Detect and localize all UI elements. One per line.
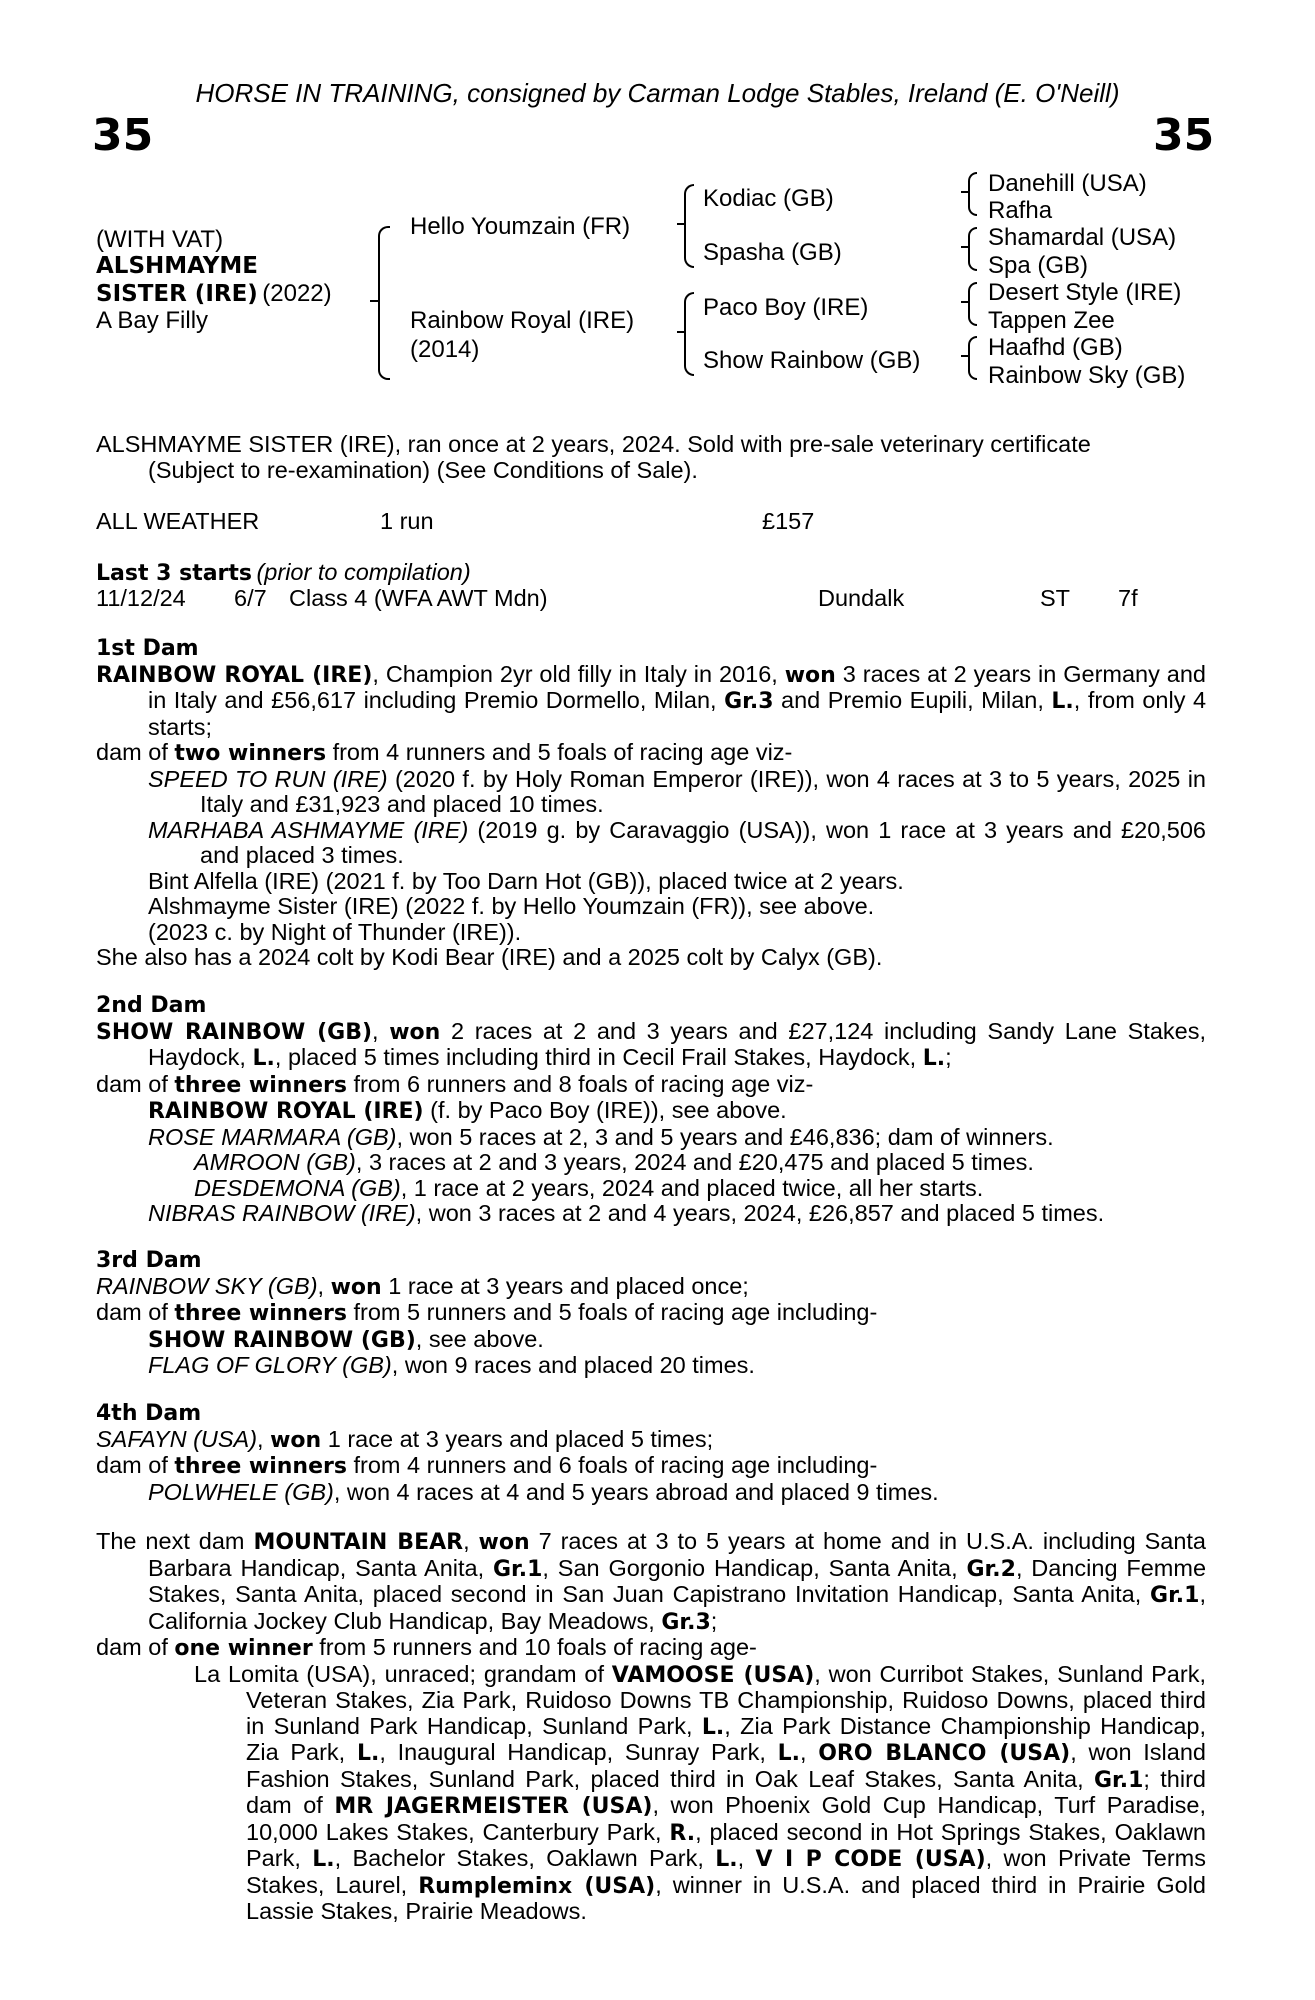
fourth-dam-section <box>96 1401 1206 1505</box>
t: , Champion 2yr old filly in Italy in 2016, <box>372 660 785 687</box>
winners-count: three winners <box>174 1301 347 1326</box>
third-dam-name: RAINBOW SKY (GB) <box>96 1272 318 1299</box>
intro-paragraph <box>96 432 1206 483</box>
t: ; third dam of <box>246 1765 1206 1818</box>
first-dam-section <box>96 636 1206 971</box>
produce-name: RAINBOW ROYAL (IRE) <box>148 1099 424 1124</box>
t: , 1 race at 2 years, 2024 and placed twice, all her starts. <box>400 1174 984 1201</box>
t: dam of <box>96 1299 175 1325</box>
sd-brace <box>968 227 977 271</box>
sire: Hello Youmzain (FR) <box>410 213 631 240</box>
sss: Danehill (USA) <box>988 170 1147 197</box>
listed-label: L. <box>312 1847 335 1872</box>
grade-label: Gr.3 <box>661 1609 711 1635</box>
sire-dam: Spasha (GB) <box>703 239 842 266</box>
t: ; <box>945 1044 952 1070</box>
produce-marhaba-ashmayme <box>96 818 1206 869</box>
second-dam-produce-summary <box>96 1072 1206 1099</box>
produce-show-rainbow <box>96 1327 1206 1354</box>
t: , <box>317 1272 331 1299</box>
dam-brace <box>684 292 694 376</box>
ds-brace <box>968 282 977 326</box>
produce-name: FLAG OF GLORY (GB) <box>148 1352 392 1378</box>
last-starts-note: (prior to compilation) <box>256 559 471 585</box>
winners-count: one winner <box>174 1636 313 1661</box>
t: , won 3 races at 2 and 4 years, 2024, £26,857 and placed 5 times. <box>415 1200 1105 1226</box>
produce-name: Rumpleminx (USA) <box>418 1873 656 1899</box>
t: from 6 runners and 8 foals of racing age viz- <box>346 1070 814 1097</box>
produce-speed-to-run <box>96 767 1206 818</box>
produce-polwhele <box>96 1480 1206 1506</box>
first-dam-record <box>96 662 1206 741</box>
second-dam-name: SHOW RAINBOW (GB) <box>96 1019 373 1045</box>
t: 1 race at 3 years and placed 5 times; <box>321 1425 714 1452</box>
vat-note: (WITH VAT) <box>96 226 224 253</box>
t: (2020 f. by Holy Roman Emperor (IRE)), won 4 races at 3 to 5 years, 2025 in Italy and £31,923 and placed 10 times. <box>200 765 1207 817</box>
fourth-dam-produce-summary <box>96 1453 1206 1480</box>
t: , won 4 races at 4 and 5 years abroad and placed 9 times. <box>333 1478 939 1505</box>
restricted-label: R. <box>669 1820 696 1846</box>
t: , from only 4 starts; <box>148 687 1207 740</box>
t: 2 races at 2 and 3 years and £27,124 including Sandy Lane Stakes, Haydock, <box>148 1017 1207 1070</box>
fourth-dam-name: SAFAYN (USA) <box>96 1425 258 1452</box>
t: , won Private Terms Stakes, Laurel, <box>246 1845 1206 1898</box>
ss-brace-tip <box>961 191 969 193</box>
t: , California Jockey Club Handicap, Bay Meadows, <box>148 1581 1206 1634</box>
produce-2023-colt: (2023 c. by Night of Thunder (IRE)). <box>148 918 522 945</box>
produce-name: SPEED TO RUN (IRE) <box>148 765 388 792</box>
main-brace <box>378 226 390 380</box>
t: , <box>463 1528 479 1554</box>
t: 1 race at 3 years and placed once; <box>381 1272 749 1299</box>
dam-year: (2014) <box>410 336 480 363</box>
next-dam-name: MOUNTAIN BEAR <box>253 1530 464 1555</box>
winners-count: three winners <box>174 1072 347 1098</box>
t: , won 5 races at 2, 3 and 5 years and £46,836; dam of winners. <box>396 1123 1054 1150</box>
main-brace-tip <box>370 300 378 302</box>
produce-name: DESDEMONA (GB) <box>194 1174 401 1201</box>
t: , <box>372 1017 390 1044</box>
ds-brace-tip <box>961 301 969 303</box>
foaling-year: (2022) <box>262 280 332 307</box>
fourth-dam-record <box>96 1427 1206 1454</box>
dam-brace-tip <box>677 331 685 333</box>
horse-name-line1: ALSHMAYME <box>96 253 259 279</box>
start-race: Class 4 (WFA AWT Mdn) <box>289 585 548 611</box>
t: and Premio Eupili, Milan, <box>773 687 1052 713</box>
horse-name-line2: SISTER (IRE) <box>96 281 258 307</box>
t: , won Phoenix Gold Cup Handicap, Turf Paradise, 10,000 Lakes Stakes, Canterbury Park, <box>246 1792 1206 1845</box>
ddd: Rainbow Sky (GB) <box>988 362 1186 389</box>
ss-brace <box>968 172 977 216</box>
produce-name: NIBRAS RAINBOW (IRE) <box>148 1200 416 1226</box>
t: (2019 g. by Caravaggio (USA)), won 1 race at 3 years and £20,506 and placed 3 times. <box>200 816 1206 868</box>
start-place: 6/7 <box>234 585 267 611</box>
t: ; <box>710 1607 718 1634</box>
t: , placed second in Hot Springs Stakes, Oaklawn Park, <box>246 1818 1206 1871</box>
t: from 4 runners and 5 foals of racing age viz- <box>326 739 793 765</box>
t: La Lomita (USA), unraced; grandam of <box>194 1660 612 1687</box>
t: from 5 runners and 5 foals of racing age including- <box>346 1299 878 1325</box>
won-label: won <box>784 662 836 688</box>
won-label: won <box>478 1530 530 1555</box>
grade-label: Gr.1 <box>1150 1583 1200 1608</box>
t: , Dancing Femme Stakes, Santa Anita, placed second in San Juan Capistrano Invitation Handicap, Santa Anita, <box>148 1554 1207 1607</box>
produce-la-lomita <box>96 1662 1206 1925</box>
produce-name: POLWHELE (GB) <box>148 1478 334 1505</box>
dd-brace-tip <box>961 355 969 357</box>
dam-dam: Show Rainbow (GB) <box>703 347 921 374</box>
t: dam of <box>96 1452 175 1478</box>
produce-name: MR JAGERMEISTER (USA) <box>334 1794 653 1819</box>
next-dam-produce-summary <box>96 1635 1206 1662</box>
listed-label: L. <box>777 1741 800 1766</box>
grade-label: Gr.1 <box>1093 1767 1144 1793</box>
listed-label: L. <box>252 1046 275 1071</box>
t: , won 9 races and placed 20 times. <box>391 1352 755 1378</box>
intro-line2: (Subject to re-examination) (See Conditions of Sale). <box>148 456 698 483</box>
lot-number-left: 35 <box>92 110 154 161</box>
fourth-dam-heading: 4th Dam <box>96 1401 202 1426</box>
start-date: 11/12/24 <box>96 585 186 611</box>
horse-description: A Bay Filly <box>96 307 209 334</box>
start-course: Dundalk <box>818 585 905 611</box>
produce-flag-of-glory <box>96 1353 1206 1379</box>
t: , won Island Fashion Stakes, Sunland Park, placed third in Oak Leaf Stakes, Santa Anita, <box>246 1739 1206 1792</box>
second-dam-record <box>96 1019 1206 1072</box>
t: , won Curribot Stakes, Sunland Park, Veteran Stakes, Zia Park, Ruidoso Downs TB Championship, Ruidoso Downs, placed third in Sunland Park Handicap, Sunland Park, <box>246 1660 1206 1739</box>
t: 7 races at 3 to 5 years at home and in U.S.A. including Santa Barbara Handicap, Santa Anita, <box>148 1528 1206 1581</box>
last-starts-heading: Last 3 starts <box>96 561 253 586</box>
produce-rainbow-royal <box>96 1098 1206 1125</box>
first-dam-name: RAINBOW ROYAL (IRE) <box>96 662 373 688</box>
produce-name: V I P CODE (USA) <box>755 1847 986 1872</box>
produce-name: AMROON (GB) <box>194 1149 356 1175</box>
record-runs: 1 run <box>380 508 434 534</box>
produce-name: SHOW RAINBOW (GB) <box>148 1327 416 1353</box>
second-dam-section <box>96 993 1206 1227</box>
record-surface: ALL WEATHER <box>96 508 260 534</box>
produce-name: VAMOOSE (USA) <box>611 1662 815 1688</box>
sire-sire: Kodiac (GB) <box>703 185 834 212</box>
produce-name: MARHABA ASHMAYME (IRE) <box>148 816 469 843</box>
produce-rose-marmara <box>96 1125 1206 1151</box>
third-dam-record <box>96 1274 1206 1301</box>
dd-brace <box>968 336 977 380</box>
won-label: won <box>389 1019 441 1045</box>
start-distance: 7f <box>1118 585 1138 611</box>
t: , Bachelor Stakes, Oaklawn Park, <box>334 1845 716 1871</box>
second-dam-heading: 2nd Dam <box>96 993 207 1018</box>
t: The next dam <box>96 1528 254 1554</box>
produce-nibras-rainbow <box>96 1201 1206 1227</box>
produce-alshmayme-sister: Alshmayme Sister (IRE) (2022 f. by Hello Youmzain (FR)), see above. <box>148 893 875 919</box>
grade-label: Gr.2 <box>966 1556 1016 1582</box>
winners-count: three winners <box>174 1454 347 1479</box>
winners-count: two winners <box>174 741 327 766</box>
next-dam-section <box>96 1529 1206 1925</box>
first-dam-heading: 1st Dam <box>96 636 199 661</box>
first-dam-produce-summary <box>96 740 1206 767</box>
listed-label: L. <box>922 1046 946 1071</box>
t: from 5 runners and 10 foals of racing age- <box>312 1634 757 1660</box>
sire-brace <box>684 184 694 268</box>
produce-bint-alfella: Bint Alfella (IRE) (2021 f. by Too Darn Hot (GB)), placed twice at 2 years. <box>148 867 904 894</box>
produce-name: ROSE MARMARA (GB) <box>148 1123 397 1150</box>
t: , winner in U.S.A. and placed third in Prairie Gold Lassie Stakes, Prairie Meadows. <box>246 1871 1206 1924</box>
record-earnings: £157 <box>762 508 815 534</box>
third-dam-section <box>96 1248 1206 1379</box>
grade-label: Gr.3 <box>724 689 774 714</box>
sd-brace-tip <box>961 246 969 248</box>
listed-label: L. <box>356 1741 380 1766</box>
grade-label: Gr.1 <box>492 1556 543 1582</box>
dds: Haafhd (GB) <box>988 334 1123 361</box>
t: , see above. <box>415 1325 544 1352</box>
dsd: Tappen Zee <box>988 307 1115 334</box>
horse-name-line2-row <box>96 280 332 308</box>
listed-label: L. <box>701 1714 725 1740</box>
t: , San Gorgonio Handicap, Santa Anita, <box>542 1554 967 1581</box>
first-dam-also: She also has a 2024 colt by Kodi Bear (IRE) and a 2025 colt by Calyx (GB). <box>96 944 883 970</box>
t: , <box>257 1425 271 1452</box>
sdd: Spa (GB) <box>988 252 1089 279</box>
sds: Shamardal (USA) <box>988 224 1177 251</box>
t: dam of <box>96 1070 175 1097</box>
next-dam-record <box>96 1529 1206 1635</box>
sire-brace-tip <box>677 223 685 225</box>
intro-line1: ALSHMAYME SISTER (IRE), ran once at 2 years, 2024. Sold with pre-sale veterinary certificate <box>96 431 1091 457</box>
listed-label: L. <box>715 1847 738 1872</box>
lot-number-right: 35 <box>1153 110 1215 161</box>
consignor-header: HORSE IN TRAINING, consigned by Carman Lodge Stables, Ireland (E. O'Neill) <box>195 78 1120 108</box>
t: dam of <box>96 1634 175 1660</box>
produce-name: ORO BLANCO (USA) <box>818 1741 1071 1766</box>
last-starts-heading-row <box>96 559 471 586</box>
dam-sire: Paco Boy (IRE) <box>703 294 869 321</box>
t: (f. by Paco Boy (IRE)), see above. <box>423 1097 787 1123</box>
third-dam-heading: 3rd Dam <box>96 1248 202 1273</box>
grand-produce-desdemona <box>96 1176 1206 1202</box>
start-going: ST <box>1040 585 1071 611</box>
dss: Desert Style (IRE) <box>988 279 1182 306</box>
t: , Inaugural Handicap, Sunray Park, <box>379 1739 778 1765</box>
t: , 3 races at 2 and 3 years, 2024 and £20,475 and placed 5 times. <box>355 1149 1034 1175</box>
dam: Rainbow Royal (IRE) <box>410 307 635 334</box>
third-dam-produce-summary <box>96 1300 1206 1327</box>
t: , Zia Park Distance Championship Handicap, Zia Park, <box>246 1712 1206 1765</box>
grand-produce-amroon <box>96 1150 1206 1176</box>
t: dam of <box>96 739 175 765</box>
ssd: Rafha <box>988 197 1053 224</box>
won-label: won <box>330 1274 382 1300</box>
t: from 4 runners and 6 foals of racing age including- <box>346 1452 878 1478</box>
listed-label: L. <box>1051 689 1074 714</box>
t: , <box>799 1739 819 1765</box>
t: , <box>737 1845 756 1871</box>
t: , placed 5 times including third in Cecil Frail Stakes, Haydock, <box>274 1044 923 1070</box>
won-label: won <box>270 1427 322 1453</box>
t: 3 races at 2 years in Germany and in Italy and £56,617 including Premio Dormello, Milan, <box>148 660 1206 713</box>
